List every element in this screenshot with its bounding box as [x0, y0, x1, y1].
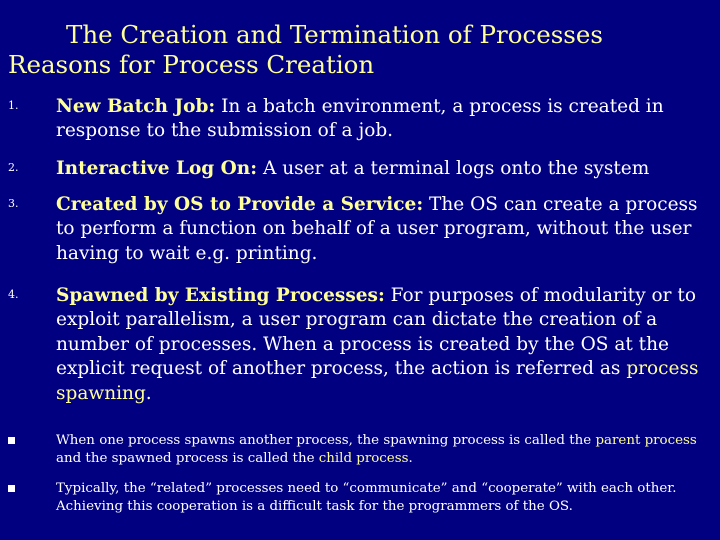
bullet-cooperation [8, 480, 714, 515]
list-item-spawned-by-existing [8, 284, 714, 406]
list-item-body: For purposes of modularity or to exploit parallelism, a user program can dictate the creation of a number of processes. When a process is created by the OS at the explicit request of another process, the action is referred as [56, 285, 696, 380]
list-item-term: Spawned by Existing Processes: [56, 285, 385, 306]
bullet-part: When one process spawns another process, the spawning process is called the [56, 433, 596, 448]
list-item-term: Created by OS to Provide a Service: [56, 194, 424, 215]
list-number: 3. [8, 197, 19, 210]
list-number: 1. [8, 99, 19, 112]
parent-process-term: parent process [595, 433, 697, 448]
list-number: 4. [8, 288, 19, 301]
child-process-term: child process [318, 450, 409, 466]
bullet-square-icon [8, 485, 15, 492]
list-item-term: New Batch Job: [56, 96, 216, 117]
list-item-text [56, 193, 714, 266]
bullet-part: . [408, 450, 413, 466]
slide-title [8, 20, 712, 80]
title-line-2: Reasons for Process Creation [8, 50, 375, 79]
bullet-text: Typically, the “related” processes need to “communicate” and “cooperate” with each other. Achieving this cooperation is a difficult task for the programmers of the OS. [56, 481, 677, 514]
list-item-tail: . [145, 382, 152, 404]
list-item-text [56, 95, 714, 144]
list-item-body: In a batch environment, a process is created in response to the submission of a job. [56, 96, 664, 142]
list-item-text [56, 157, 714, 181]
bullet-part: and the spawned process is called the [56, 450, 319, 466]
list-number: 2. [8, 161, 19, 174]
list-item-term: Interactive Log On: [56, 158, 258, 179]
list-item-interactive-log-on [8, 157, 714, 181]
list-item-body: The OS can create a process to perform a function on behalf of a user program, without the user having to wait e.g. printing. [56, 194, 698, 264]
list-item-text [56, 284, 714, 406]
list-item-new-batch-job [8, 95, 714, 144]
bullet-parent-child [8, 432, 714, 467]
bullet-square-icon [8, 437, 15, 444]
list-item-body: A user at a terminal logs onto the system [257, 158, 650, 179]
bullet-text [56, 432, 714, 467]
list-item-created-by-os [8, 193, 714, 266]
process-spawning-term: process spawning [56, 358, 699, 404]
title-line-1: The Creation and Termination of Processes [66, 20, 603, 49]
